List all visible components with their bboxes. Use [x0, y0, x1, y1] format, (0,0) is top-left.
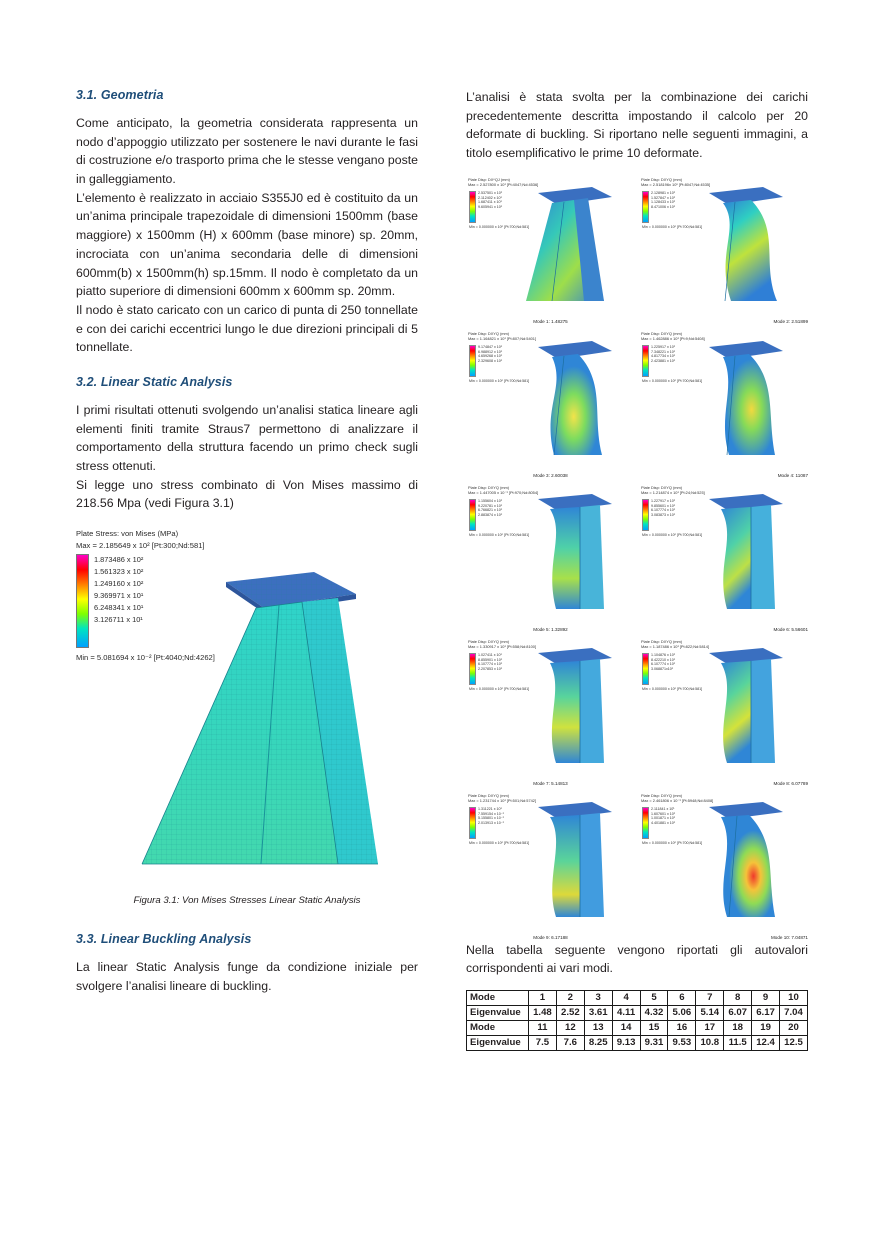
cell: 1.48: [529, 1006, 557, 1021]
mode-value: 2.207853 x 10⁰: [478, 667, 503, 672]
mode-label: Mode 3: 2.60038: [533, 472, 568, 478]
right-column: [466, 88, 808, 1051]
legend-value: 1.561323 x 10²: [94, 567, 144, 577]
row-label-mode: Mode: [467, 991, 529, 1006]
mode-min: Min = 0.000000 x 10⁰ [Pt:700;Nd:581]: [642, 224, 703, 229]
heading-3-2: 3.2. Linear Static Analysis: [76, 374, 233, 389]
mode-value: 8.471006 x 10⁰: [651, 205, 676, 210]
row-label-eigenvalue: Eigenvalue: [467, 1006, 529, 1021]
mode-values: [651, 807, 675, 839]
colorbar-icon: [642, 345, 649, 377]
mode-values: [651, 191, 675, 223]
eigenvalue-table-wrap: [466, 990, 808, 1051]
mode-values: [478, 499, 502, 531]
mode-values: [651, 653, 675, 685]
colorbar-icon: [76, 554, 89, 648]
mode-value: 3.068871x10⁰: [651, 667, 674, 672]
legend-value: 1.873486 x 10²: [94, 555, 144, 565]
mode-max: Max = 2.518196x 10¹ [Pt:8047;Nd:4535]: [641, 181, 711, 187]
mode-value: 7.348221 x 10⁰: [651, 349, 676, 354]
mode-title: Plate Disp: DXYQ (mm): [468, 484, 510, 490]
mode-value: 2.537501 x 10¹: [478, 190, 502, 195]
colorbar-icon: [469, 345, 476, 377]
colorbar-icon: [469, 807, 476, 839]
paragraph-3-2-2: Si legge uno stress combinato di Von Mises massimo di 218.56 Mpa (vedi Figura 3.1): [76, 477, 418, 511]
mode-shape-2: [681, 183, 805, 309]
cell: 19: [752, 1021, 780, 1036]
mode-max: Max = 1.462886 x 10¹ [Pt:9;Nd:5408]: [641, 335, 705, 341]
mode-value: 2.112402 x 10¹: [478, 195, 502, 200]
buckling-mode-6: [639, 483, 808, 633]
heading-3-3: 3.3. Linear Buckling Analysis: [76, 932, 252, 947]
cell: 8: [724, 991, 752, 1006]
mode-title: Plate Disp: DX*QJ (mm): [468, 176, 510, 182]
mode-values: [478, 653, 502, 685]
mode-label: Mode 5: 1.32892: [533, 626, 568, 632]
buckling-mode-8: [639, 637, 808, 787]
mode-value: 7.559154 x 10⁻¹: [478, 811, 504, 816]
mode-value: 9.174847 x 10⁰: [478, 344, 503, 349]
buckling-mode-5: [466, 483, 635, 633]
legend-value: 1.249160 x 10²: [94, 579, 144, 589]
cell: 16: [668, 1021, 696, 1036]
mode-title: Plate Disp: DXYQ (mm): [641, 638, 683, 644]
cell: 4.32: [640, 1006, 668, 1021]
cell: 6.07: [724, 1006, 752, 1021]
mode-value: 4.817734 x 10⁰: [651, 354, 676, 359]
mode-title: Plate Disp: DXYQ (mm): [641, 176, 683, 182]
mode-value: 6.107774 x 10⁰: [651, 508, 676, 513]
cell: 9: [752, 991, 780, 1006]
mode-max: Max = 1.214874 x 10¹ [Pt:24;Nd:525]: [641, 489, 705, 495]
mode-value: 1.227917 x 10¹: [651, 498, 675, 503]
heading-3-1: 3.1. Geometria: [76, 88, 164, 102]
colorbar-icon: [469, 499, 476, 531]
paragraph-buckling-intro: L’analisi è stata svolta per la combinazione dei carichi precedentemente descritta impostando il calcolo per 20 deformate di buckling. Si riportano nelle seguenti immagini, a titolo esemplificativo le prime 10 deformate.: [466, 90, 808, 161]
mode-value: 1.155604 x 10¹: [478, 498, 502, 503]
mode-value: 6.107774 x 10⁰: [478, 662, 503, 667]
mode-value: 4.659268 x 10⁰: [478, 354, 503, 359]
mode-max: Max = 1.330917 x 10¹ [Pt:558;Nd:8100]: [468, 643, 537, 649]
figure-3-1-legend-title: Plate Stress: von Mises (MPa): [76, 529, 179, 539]
buckling-mode-grid: [466, 175, 808, 941]
cell: 12.5: [780, 1036, 808, 1051]
cell: 7: [696, 991, 724, 1006]
cell: 12.4: [752, 1036, 780, 1051]
mode-value: 9.605941 x 10⁰: [478, 205, 503, 210]
colorbar-icon: [642, 499, 649, 531]
mode-title: Plate Disp: DXYQ (mm): [641, 330, 683, 336]
mode-value: 1.527847 x 10¹: [651, 195, 675, 200]
mode-label: Mode 2: 2.51899: [773, 318, 808, 324]
cell: 7.04: [780, 1006, 808, 1021]
mode-title: Plate Disp: DXYQ (mm): [468, 638, 510, 644]
mode-value: 2.111841 x 10¹: [651, 806, 675, 811]
colorbar-icon: [642, 191, 649, 223]
eigenvalue-table: [466, 990, 808, 1051]
mode-shape-3: [508, 337, 632, 463]
mode-value: 1.311221 x 10¹: [478, 806, 502, 811]
figure-3-1-legend-max: Max = 2.185649 x 10² [Pt:300;Nd:581]: [76, 541, 205, 551]
mode-value: 2.128981 x 10¹: [651, 190, 675, 195]
mode-colorbar-group: [642, 499, 675, 531]
table-row: [467, 1006, 808, 1021]
cell: 9.13: [612, 1036, 640, 1051]
mode-max: Max = 1.447005 x 10⁻¹ [Pt:970;Nd:8054]: [468, 489, 539, 495]
cell: 13: [584, 1021, 612, 1036]
colorbar-icon: [469, 191, 476, 223]
mode-value: 1.687411 x 10¹: [478, 200, 502, 205]
colorbar-icon: [642, 653, 649, 685]
cell: 14: [612, 1021, 640, 1036]
row-label-eigenvalue-2: Eigenvalue: [467, 1036, 529, 1051]
mode-shape-8: [681, 645, 805, 771]
mode-values: [651, 499, 675, 531]
cell: 2.52: [556, 1006, 584, 1021]
colorbar-icon: [642, 807, 649, 839]
colorbar-icon: [469, 653, 476, 685]
mode-value: 6.766821 x 10⁰: [478, 508, 503, 513]
figure-3-1: [76, 529, 418, 889]
legend-value: 3.126711 x 10¹: [94, 615, 143, 625]
mode-shape-10: [681, 799, 805, 925]
mode-shape-5: [508, 491, 632, 617]
figure-3-1-caption: Figura 3.1: Von Mises Stresses Linear Static Analysis: [133, 895, 361, 907]
figure-3-1-legend-min: Min = 5.081694 x 10⁻² [Pt:4040;Nd:4262]: [76, 653, 215, 663]
buckling-mode-9: [466, 791, 635, 941]
mode-title: Plate Disp: DXYQ (mm): [468, 792, 510, 798]
buckling-mode-1: [466, 175, 635, 325]
mode-min: Min = 0.000000 x 10⁰ [Pt:700;Nd:581]: [469, 840, 530, 845]
mode-value: 1.128433 x 10¹: [651, 200, 675, 205]
mode-value: 2.013913 x 10⁻¹: [478, 821, 504, 826]
cell: 4.11: [612, 1006, 640, 1021]
mode-min: Min = 0.000000 x 10⁰ [Pt:700;Nd:581]: [642, 686, 703, 691]
mode-value: 1.104876 x 10¹: [651, 652, 675, 657]
cell: 20: [780, 1021, 808, 1036]
paragraph-table-intro: Nella tabella seguente vengono riportati gli autovalori corrispondenti ai vari modi.: [466, 942, 808, 976]
mode-min: Min = 0.000000 x 10⁰ [Pt:700;Nd:581]: [469, 686, 530, 691]
mode-title: Plate Disp: DXYQ (mm): [641, 792, 683, 798]
mode-max: Max = 2.527800 x 10¹ [Pt:4047;Nd:4536]: [468, 181, 539, 187]
cell: 10.8: [696, 1036, 724, 1051]
mode-title: Plate Disp: DXYQ (mm): [468, 330, 510, 336]
mode-max: Max = 2.461806 x 10⁻¹ [Pt:5948;Nd:8408]: [641, 797, 714, 803]
mode-value: 6.988912 x 10⁰: [478, 349, 503, 354]
mode-value: 9.855601 x 10⁰: [651, 503, 676, 508]
mode-values: [478, 191, 502, 223]
legend-value: 6.248341 x 10¹: [94, 603, 144, 613]
mode-label: Mode 10: 7.04871: [770, 934, 808, 940]
table-row: [467, 1036, 808, 1051]
cell: 17: [696, 1021, 724, 1036]
mode-label: Mode 1: 1.48275: [533, 318, 568, 324]
mode-label: Mode 8: 6.07789: [773, 780, 808, 786]
mode-colorbar-group: [469, 807, 504, 839]
mode-min: Min = 0.000000 x 10⁰ [Pt:700;Nd:581]: [469, 532, 530, 537]
mode-value: 1.225917 x 10¹: [651, 344, 675, 349]
buckling-mode-4: [639, 329, 808, 479]
buckling-mode-2: [639, 175, 808, 325]
mode-value: 8.855901 x 10⁰: [478, 657, 503, 662]
cell: 18: [724, 1021, 752, 1036]
paragraph-3-1-3: Il nodo è stato caricato con un carico di punta di 250 tonnellate e con dei carichi eccentrici lungo le due direzioni principali di 5 tonnellate.: [76, 302, 418, 355]
cell: 7.6: [556, 1036, 584, 1051]
table-row: [467, 991, 808, 1006]
cell: 3: [584, 991, 612, 1006]
mode-value: 2.883874 x 10⁰: [478, 513, 503, 518]
mode-value: 5.155801 x 10⁻¹: [478, 816, 504, 821]
mode-value: 1.001871 x 10¹: [651, 816, 675, 821]
mode-min: Min = 0.000000 x 10⁰ [Pt:700;Nd:581]: [469, 378, 530, 383]
mode-label: Mode 9: 6.17188: [533, 934, 568, 940]
mode-colorbar-group: [642, 345, 675, 377]
mode-max: Max = 1.187486 x 10¹ [Pt:822;Nd:5814]: [641, 643, 710, 649]
mode-label: Mode 6: 5.56601: [773, 626, 808, 632]
mode-colorbar-group: [469, 499, 502, 531]
cell: 11.5: [724, 1036, 752, 1051]
paragraph-3-1-1: Come anticipato, la geometria considerata rappresenta un nodo d’appoggio utilizzato per sostenere le navi durante le fasi di costruzione e/o trasporto prima che le stesse vengano poste in galleggiamento.: [76, 116, 418, 187]
cell: 5.14: [696, 1006, 724, 1021]
buckling-mode-3: [466, 329, 635, 479]
mode-min: Min = 0.000000 x 10⁰ [Pt:700;Nd:581]: [642, 840, 703, 845]
mode-shape-7: [508, 645, 632, 771]
mode-value: 9.220781 x 10⁰: [478, 503, 503, 508]
mode-values: [478, 345, 502, 377]
row-label-mode-2: Mode: [467, 1021, 529, 1036]
cell: 6: [668, 991, 696, 1006]
mode-value: 3.083873 x 10⁰: [651, 513, 676, 518]
mode-min: Min = 0.000000 x 10⁰ [Pt:700;Nd:581]: [469, 224, 530, 229]
fea-model-von-mises: [106, 564, 416, 884]
cell: 7.5: [529, 1036, 557, 1051]
mode-colorbar-group: [469, 191, 502, 223]
cell: 5.06: [668, 1006, 696, 1021]
cell: 9.53: [668, 1036, 696, 1051]
cell: 11: [529, 1021, 557, 1036]
mode-shape-1: [508, 183, 632, 309]
legend-value: 9.369971 x 10¹: [94, 591, 144, 601]
paragraph-3-3-1: La linear Static Analysis funge da condizione iniziale per svolgere l’analisi lineare di buckling.: [76, 960, 418, 993]
mode-values: [478, 807, 504, 839]
paragraph-3-2-1: I primi risultati ottenuti svolgendo un’analisi statica lineare agli elementi finiti tramite Straus7 permettono di analizzare il comportamento della struttura facendo un primo check sugli stress ottenuti.: [76, 402, 418, 473]
cell: 1: [529, 991, 557, 1006]
mode-value: 1.027411 x 10¹: [478, 652, 502, 657]
buckling-mode-10: [639, 791, 808, 941]
mode-max: Max = 1.164821 x 10¹ [Pt:807;Nd:5401]: [468, 335, 537, 341]
mode-colorbar-group: [469, 345, 502, 377]
cell: 2: [556, 991, 584, 1006]
mode-colorbar-group: [469, 653, 502, 685]
cell: 4: [612, 991, 640, 1006]
left-column: [76, 88, 418, 995]
cell: 9.31: [640, 1036, 668, 1051]
mode-min: Min = 0.000000 x 10⁰ [Pt:700;Nd:581]: [642, 378, 703, 383]
mode-colorbar-group: [642, 191, 675, 223]
mode-value: 8.422210 x 10⁰: [651, 657, 676, 662]
mode-colorbar-group: [642, 807, 675, 839]
cell: 5: [640, 991, 668, 1006]
table-row: [467, 1021, 808, 1036]
mode-shape-6: [681, 491, 805, 617]
cell: 6.17: [752, 1006, 780, 1021]
cell: 3.61: [584, 1006, 612, 1021]
mode-values: [651, 345, 675, 377]
mode-shape-9: [508, 799, 632, 925]
mode-value: 2.329608 x 10⁰: [478, 359, 503, 364]
mode-value: 6.107774 x 10⁰: [651, 662, 676, 667]
paragraph-3-1-2: L’elemento è realizzato in acciaio S355J0 ed è costituito da un un’anima principale trapezoidale di dimensioni 1500mm (base maggiore) x 1500mm (H) x 600mm (base minore) sp. 20mm, incrociata con un’anima secondaria delle di dimensioni 600mm(b) x 1500mm(h) sp.15mm. Il nodo è completato da un piatto superiore di dimensioni 600mm x 600mm sp. 20mm.: [76, 190, 418, 299]
mode-value: 1.607601 x 10¹: [651, 811, 675, 816]
cell: 12: [556, 1021, 584, 1036]
mode-label: Mode 4: 11087: [777, 472, 808, 478]
buckling-mode-7: [466, 637, 635, 787]
mode-label: Mode 7: 5.14813: [533, 780, 568, 786]
mode-colorbar-group: [642, 653, 675, 685]
mode-shape-4: [681, 337, 805, 463]
cell: 10: [780, 991, 808, 1006]
mode-value: 2.423881 x 10⁰: [651, 359, 676, 364]
cell: 8.25: [584, 1036, 612, 1051]
mode-min: Min = 0.000000 x 10⁰ [Pt:700;Nd:581]: [642, 532, 703, 537]
cell: 15: [640, 1021, 668, 1036]
mode-title: Plate Disp: DXYQ (mm): [641, 484, 683, 490]
mode-max: Max = 1.231744 x 10¹ [Pt:501;Nd:5742]: [468, 797, 537, 803]
mode-value: 4.401881 x 10⁰: [651, 821, 676, 826]
